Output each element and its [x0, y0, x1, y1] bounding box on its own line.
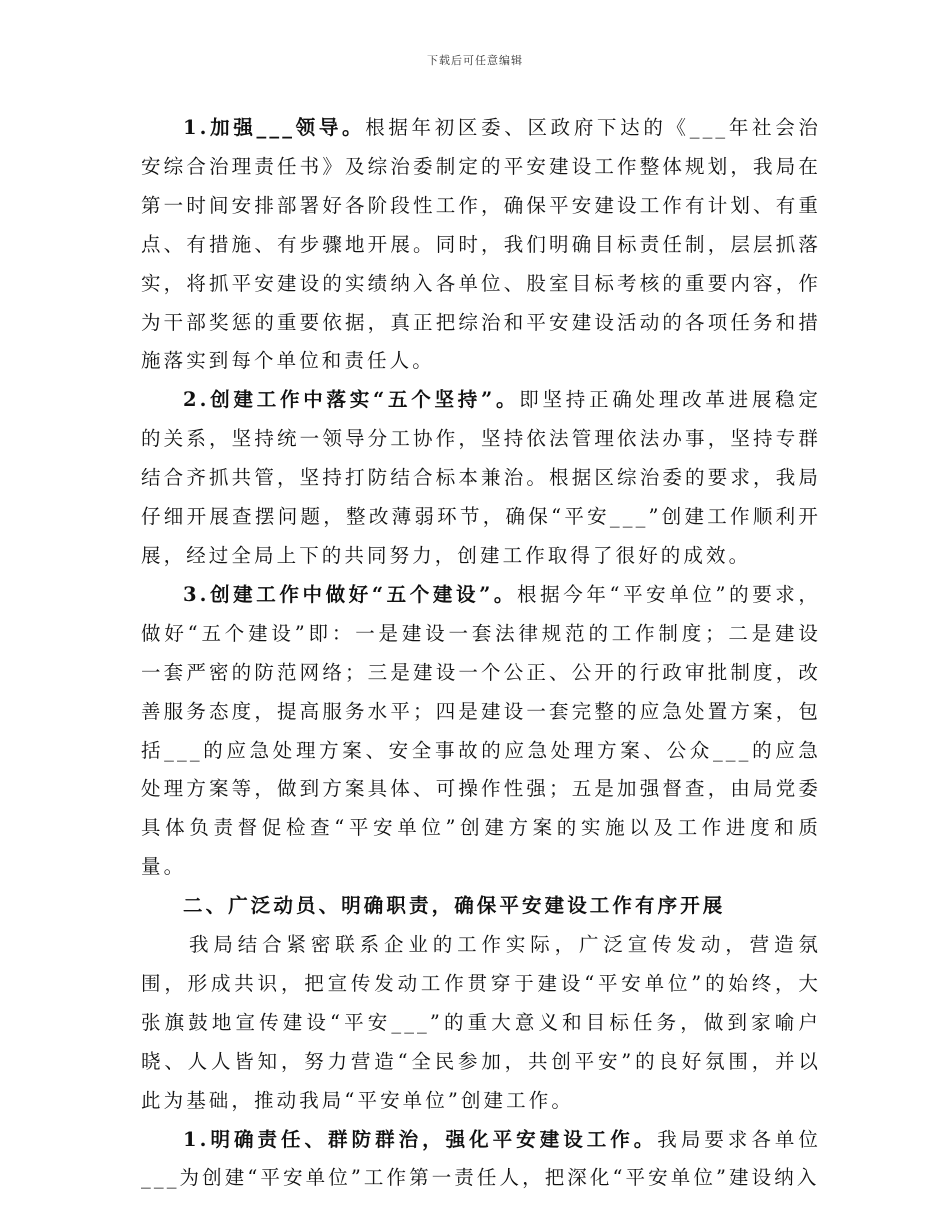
section-heading-2-text: 二、广泛动员、明确职责，确保平安建设工作有序开展	[183, 894, 726, 918]
paragraph-5-text: 我局结合紧密联系企业的工作实际，广泛宣传发动，营造氛围，形成共识，把宣传发动工作贯穿于建设“平安单位”的始终，大张旗鼓地宣传建设“平安___”的重大意义和目标任务，做到家喻户晓、人人皆知，努力营造“全民参加，共创平安”的良好氛围，并以此为基础，推动我局“平安单位”创建工作。	[141, 933, 821, 1112]
paragraph-6-text: 我局要求各单位___为创建“平安单位”工作第一责任人，把深化“平安单位”建设纳入	[141, 1127, 821, 1190]
page-header: 下载后可任意编辑	[427, 54, 523, 67]
section-heading-2	[141, 887, 821, 926]
paragraph-1-text: 根据年初区委、区政府下达的《___年社会治安综合治理责任书》及综治委制定的平安建设工作整体规划，我局在第一时间安排部署好各阶段性工作，确保平安建设工作有计划、有重点、有措施、有步骤地开展。同时，我们明确目标责任制，层层抓落实，将抓平安建设的实绩纳入各单位、股室目标考核的重要内容，作为干部奖惩的重要依据，真正把综治和平安建设活动的各项任务和措施落实到每个单位和责任人。	[141, 116, 822, 373]
paragraph-3-heading: 3.创建工作中做好“五个建设”。	[183, 582, 518, 606]
paragraph-2-heading: 2.创建工作中落实“五个坚持”。	[183, 388, 520, 412]
document-body	[141, 109, 821, 1198]
paragraph-1	[141, 109, 821, 381]
paragraph-6-heading: 1.明确责任、群防群治，强化平安建设工作。	[183, 1127, 658, 1151]
paragraph-5	[141, 926, 821, 1121]
paragraph-3	[141, 576, 821, 887]
paragraph-2-text: 即坚持正确处理改革进展稳定的关系，坚持统一领导分工协作，坚持依法管理依法办事，坚持专群结合齐抓共管，坚持打防结合标本兼治。根据区综治委的要求，我局仔细开展查摆问题，整改薄弱环节，确保“平安___”创建工作顺利开展，经过全局上下的共同努力，创建工作取得了很好的成效。	[141, 388, 821, 567]
paragraph-6	[141, 1121, 821, 1199]
paragraph-2	[141, 381, 821, 576]
paragraph-3-text: 根据今年“平安单位”的要求，做好“五个建设”即：一是建设一套法律规范的工作制度；二是建设一套严密的防范网络；三是建设一个公正、公开的行政审批制度，改善服务态度，提高服务水平；四是建设一套完整的应急处置方案，包括___的应急处理方案、安全事故的应急处理方案、公众___的应急处理方案等，做到方案具体、可操作性强；五是加强督查，由局党委具体负责督促检查“平安单位”创建方案的实施以及工作进度和质量。	[141, 582, 822, 879]
paragraph-1-heading: 1.加强___领导。	[183, 116, 366, 139]
